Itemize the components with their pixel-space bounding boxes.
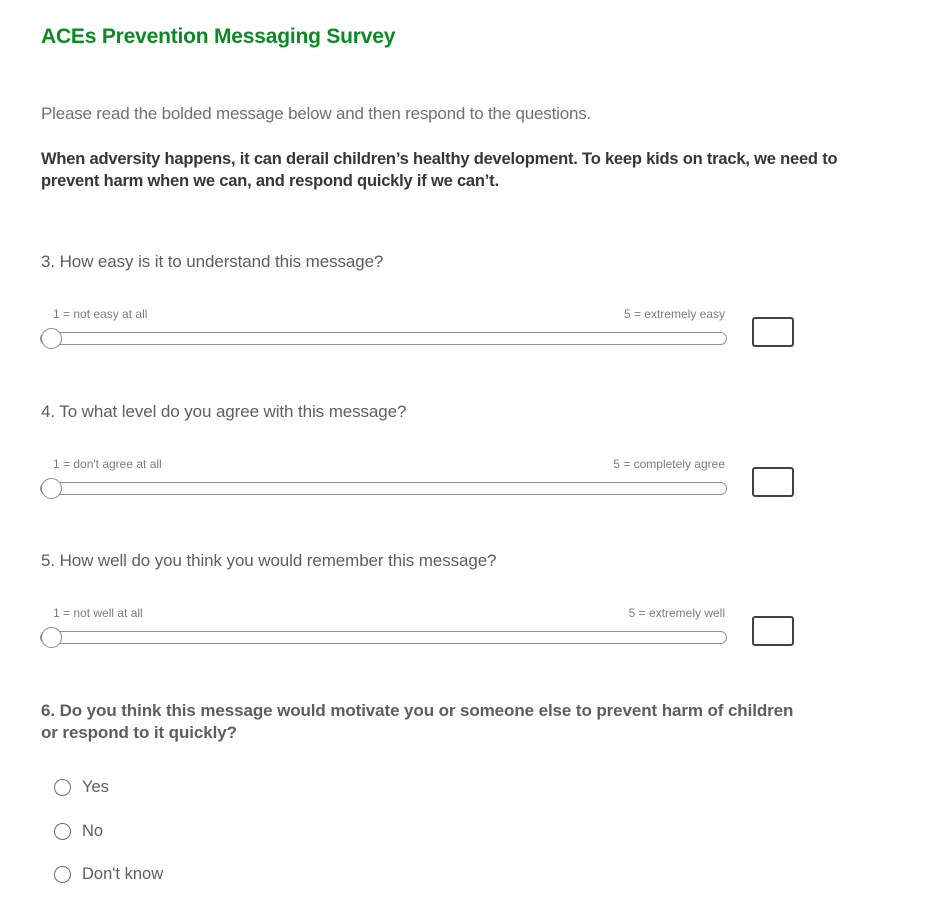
radio-button-icon[interactable]	[54, 779, 71, 796]
question-5	[41, 551, 831, 661]
radio-option-yes[interactable]	[54, 777, 109, 797]
scale-labels	[53, 307, 725, 321]
radio-label: Don't know	[82, 864, 164, 883]
scale-min-label: 1 = don't agree at all	[53, 457, 162, 471]
slider-value-input[interactable]	[752, 616, 794, 646]
radio-option-dont-know[interactable]	[54, 864, 163, 884]
survey-instruction: Please read the bolded message below and then respond to the questions.	[41, 104, 592, 123]
slider-handle[interactable]	[41, 328, 62, 349]
slider-track[interactable]	[40, 332, 727, 345]
scale-max-label: 5 = completely agree	[613, 457, 725, 471]
radio-button-icon[interactable]	[54, 866, 71, 883]
page-title: ACEs Prevention Messaging Survey	[41, 25, 396, 48]
question-label: 5. How well do you think you would remember this message?	[41, 551, 497, 570]
slider-handle[interactable]	[41, 478, 62, 499]
scale-min-label: 1 = not well at all	[53, 606, 143, 620]
question-6	[41, 700, 806, 744]
slider-value-input[interactable]	[752, 467, 794, 497]
slider-track[interactable]	[40, 482, 727, 495]
question-4	[41, 402, 831, 512]
scale-labels	[53, 457, 725, 471]
radio-button-icon[interactable]	[54, 823, 71, 840]
scale-max-label: 5 = extremely easy	[623, 307, 725, 321]
radio-label: Yes	[82, 777, 109, 796]
scale-max-label: 5 = extremely well	[628, 606, 725, 620]
question-label: 6. Do you think this message would motivate you or someone else to prevent harm of children or respond to it quickly?	[41, 701, 794, 742]
radio-option-no[interactable]	[54, 821, 103, 841]
radio-label: No	[82, 821, 104, 840]
question-label: 3. How easy is it to understand this message?	[41, 252, 384, 271]
scale-min-label: 1 = not easy at all	[53, 307, 148, 321]
slider-handle[interactable]	[41, 627, 62, 648]
survey-bold-message: When adversity happens, it can derail children’s healthy development. To keep kids on track, we need to prevent harm when we can, and respond quickly if we can’t.	[41, 150, 838, 190]
slider-track[interactable]	[40, 631, 727, 644]
question-3	[41, 252, 831, 362]
slider-value-input[interactable]	[752, 317, 794, 347]
scale-labels	[53, 606, 725, 620]
question-label: 4. To what level do you agree with this message?	[41, 402, 407, 421]
